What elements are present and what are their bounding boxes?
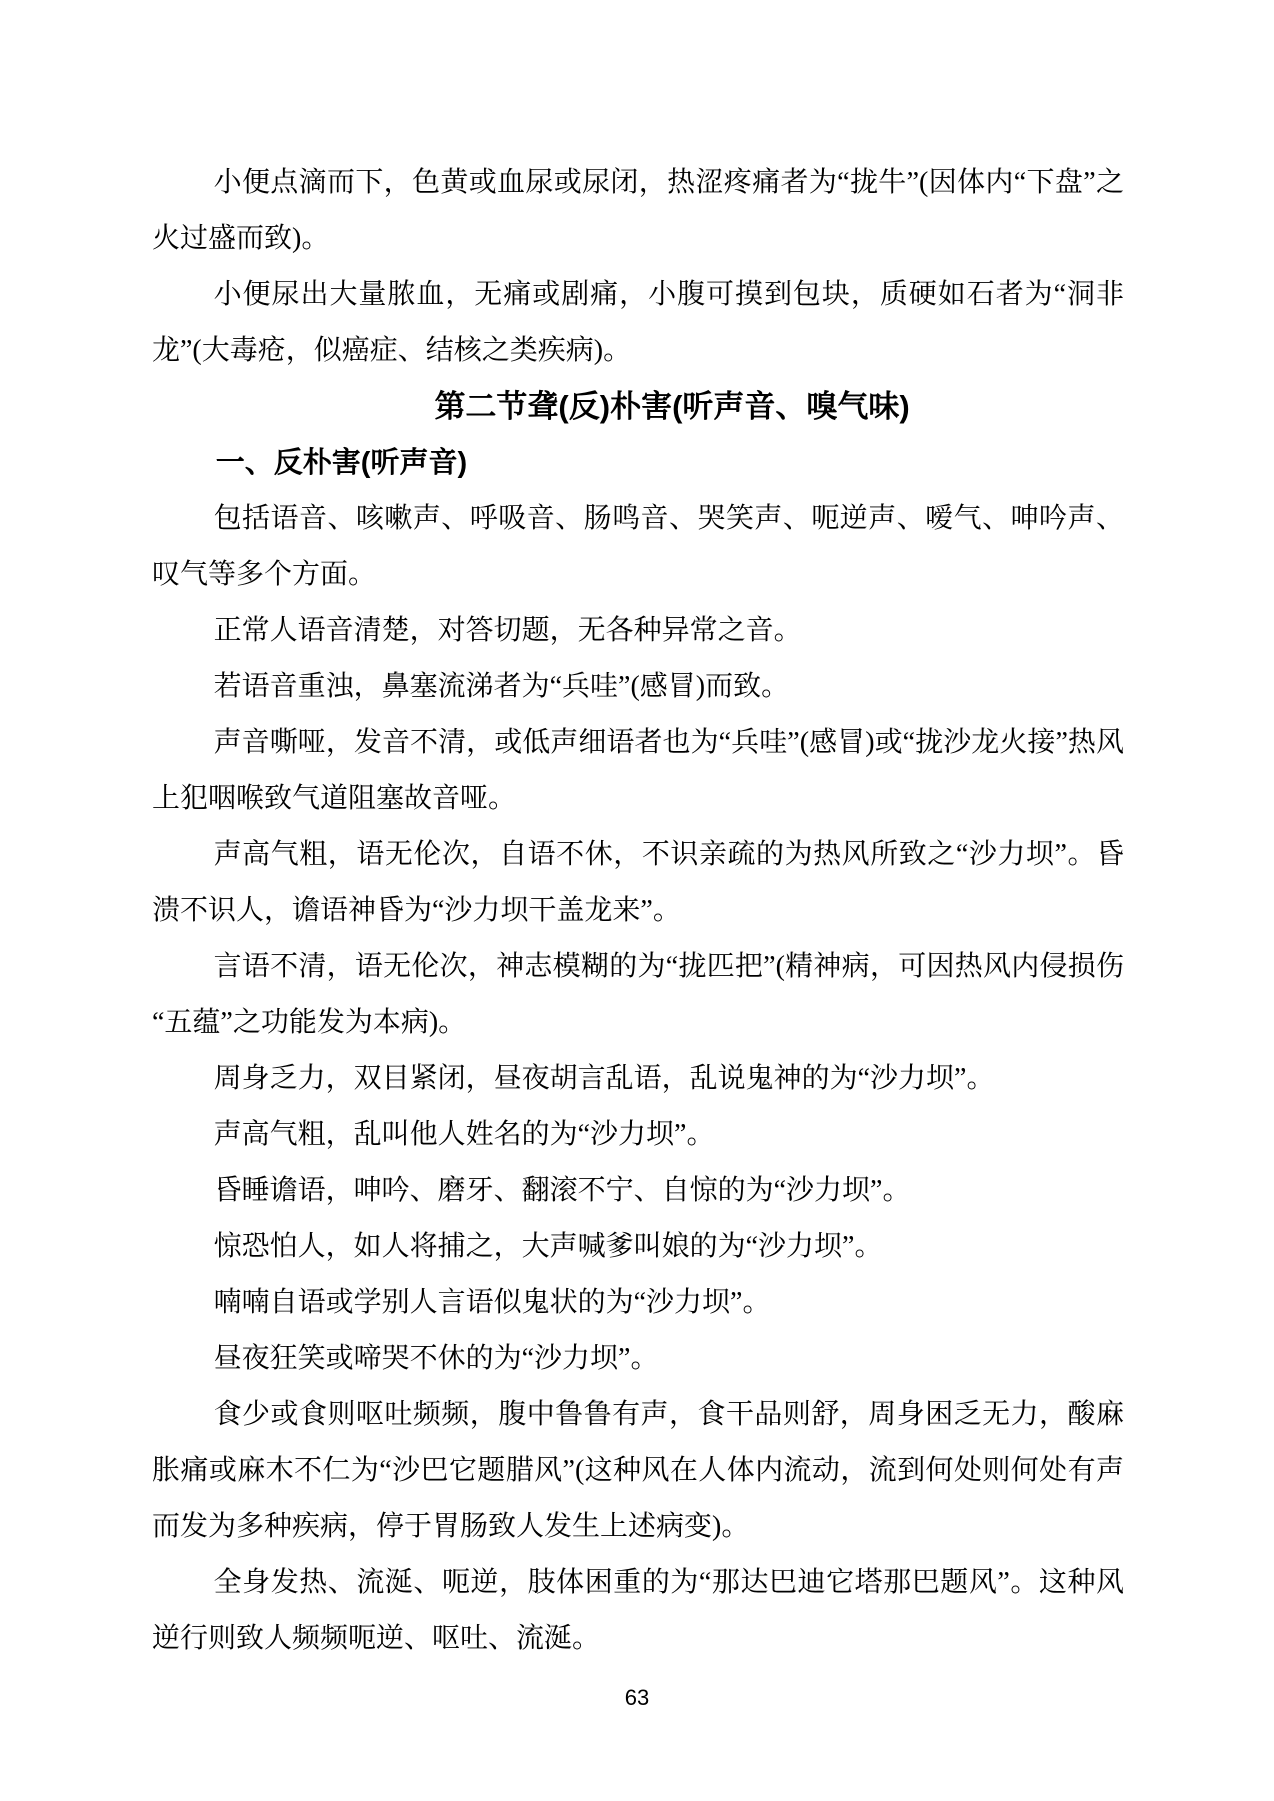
section-heading: 第二节聋(反)朴害(听声音、嗅气味) (434, 389, 910, 424)
body-paragraph: 周身乏力，双目紧闭，昼夜胡言乱语，乱说鬼神的为“沙力坝”。 (213, 1063, 995, 1094)
body-paragraph: 包括语音、咳嗽声、呼吸音、肠鸣音、哭笑声、呃逆声、嗳气、呻吟声、叹气等多个方面。 (152, 503, 1124, 590)
body-paragraph: 小便点滴而下，色黄或血尿或尿闭，热涩疼痛者为“拢牛”(因体内“下盘”之火过盛而致)。 (152, 167, 1124, 254)
body-paragraph: 昏睡谵语，呻吟、磨牙、翻滚不宁、自惊的为“沙力坝”。 (213, 1175, 911, 1206)
body-paragraph: 声高气粗，语无伦次，自语不休，不识亲疏的为热风所致之“沙力坝”。昏溃不识人，谵语神昏为“沙力坝干盖龙来”。 (152, 839, 1124, 926)
document-body (152, 155, 1124, 1667)
body-paragraph: 若语音重浊，鼻塞流涕者为“兵哇”(感冒)而致。 (213, 671, 790, 702)
body-paragraph: 声音嘶哑，发音不清，或低声细语者也为“兵哇”(感冒)或“拢沙龙火接”热风上犯咽喉致气道阻塞故音哑。 (152, 727, 1124, 814)
body-paragraph: 小便尿出大量脓血，无痛或剧痛，小腹可摸到包块，质硬如石者为“洞非龙”(大毒疮，似癌症、结核之类疾病)。 (152, 279, 1124, 366)
body-paragraph: 喃喃自语或学别人言语似鬼状的为“沙力坝”。 (213, 1287, 771, 1318)
body-paragraph: 食少或食则呕吐频频，腹中鲁鲁有声，食干品则舒，周身困乏无力，酸麻胀痛或麻木不仁为“沙巴它题腊风”(这种风在人体内流动，流到何处则何处有声而发为多种疾病，停于胃肠致人发生上述病变)。 (152, 1399, 1124, 1542)
body-paragraph: 声高气粗，乱叫他人姓名的为“沙力坝”。 (213, 1119, 715, 1150)
body-paragraph: 全身发热、流涎、呃逆，肢体困重的为“那达巴迪它塔那巴题风”。这种风逆行则致人频频呃逆、呕吐、流涎。 (152, 1567, 1124, 1654)
subsection-heading: 一、反朴害(听声音) (215, 447, 468, 479)
body-paragraph: 正常人语音清楚，对答切题，无各种异常之音。 (213, 615, 802, 646)
body-paragraph: 昼夜狂笑或啼哭不休的为“沙力坝”。 (213, 1343, 659, 1374)
body-paragraph: 惊恐怕人，如人将捕之，大声喊爹叫娘的为“沙力坝”。 (213, 1231, 883, 1262)
page-number: 63 (624, 1685, 650, 1710)
body-paragraph: 言语不清，语无伦次，神志模糊的为“拢匹把”(精神病，可因热风内侵损伤“五蕴”之功能发为本病)。 (152, 951, 1124, 1038)
